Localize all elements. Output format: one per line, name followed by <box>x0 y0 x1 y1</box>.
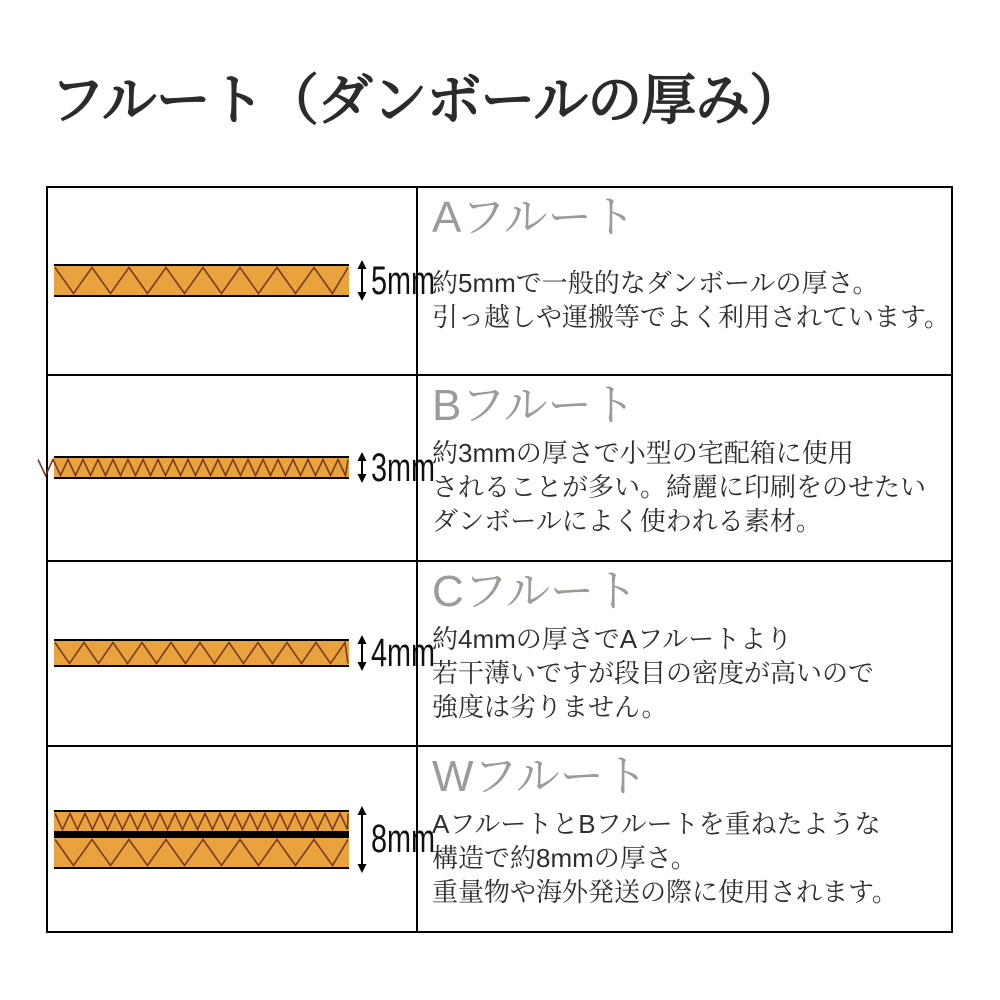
description-line: ダンボールによく使われる素材。 <box>432 505 822 536</box>
flute-description <box>432 807 941 909</box>
flute-heading: Bフルート <box>432 380 636 430</box>
page-title: フルート（ダンボールの厚み） <box>50 69 804 131</box>
cardboard-diagram <box>54 445 460 490</box>
description-line: 引っ越しや運搬等でよく利用されています。 <box>432 302 950 332</box>
text-cell <box>418 747 951 931</box>
description-line: 約4mmの厚さでAフルートより <box>432 623 793 654</box>
flute-description <box>432 266 950 334</box>
flute-description <box>432 436 941 538</box>
thickness-label: 4mm <box>371 631 436 676</box>
cardboard-diagram <box>54 260 460 301</box>
flute-description <box>432 622 941 724</box>
thickness-arrow-icon <box>355 452 369 483</box>
cardboard-diagram <box>54 806 460 873</box>
flute-row-b <box>48 374 951 560</box>
flute-row-w <box>48 745 951 931</box>
flute-diagram <box>54 639 349 667</box>
flute-heading: Cフルート <box>432 566 639 616</box>
cardboard-diagram <box>54 631 460 676</box>
diagram-cell <box>48 188 436 374</box>
text-cell <box>418 376 951 560</box>
flute-row-a <box>48 188 951 374</box>
flute-diagram <box>54 264 349 297</box>
thickness-arrow-icon <box>355 806 369 873</box>
description-line: 若干薄いですが段目の密度が高いので <box>432 657 875 688</box>
description-line: 約5mmで一般的なダンボールの厚さ。 <box>432 268 879 298</box>
flute-row-c <box>48 560 951 746</box>
flute-heading: Aフルート <box>432 193 636 242</box>
text-cell <box>418 188 951 374</box>
thickness-arrow-icon <box>355 635 369 671</box>
flute-table <box>46 186 953 933</box>
description-line: されることが多い。綺麗に印刷をのせたい <box>432 471 927 502</box>
flute-diagram <box>54 810 349 869</box>
description-line: 約3mmの厚さで小型の宅配箱に使用 <box>432 437 854 468</box>
description-line: 重量物や海外発送の際に使用されます。 <box>432 877 898 908</box>
flute-diagram <box>54 456 349 479</box>
diagram-cell <box>48 376 436 560</box>
description-line: AフルートとBフルートを重ねたような <box>432 809 881 840</box>
diagram-cell <box>48 562 436 746</box>
thickness-label: 8mm <box>371 817 436 862</box>
description-line: 構造で約8mmの厚さ。 <box>432 843 697 874</box>
description-line: 強度は劣りません。 <box>432 691 668 722</box>
flute-heading: Wフルート <box>432 752 648 802</box>
thickness-label: 3mm <box>371 445 436 490</box>
thickness-arrow-icon <box>355 260 369 301</box>
text-cell <box>418 562 951 746</box>
diagram-cell <box>48 747 436 931</box>
thickness-label: 5mm <box>371 258 436 303</box>
